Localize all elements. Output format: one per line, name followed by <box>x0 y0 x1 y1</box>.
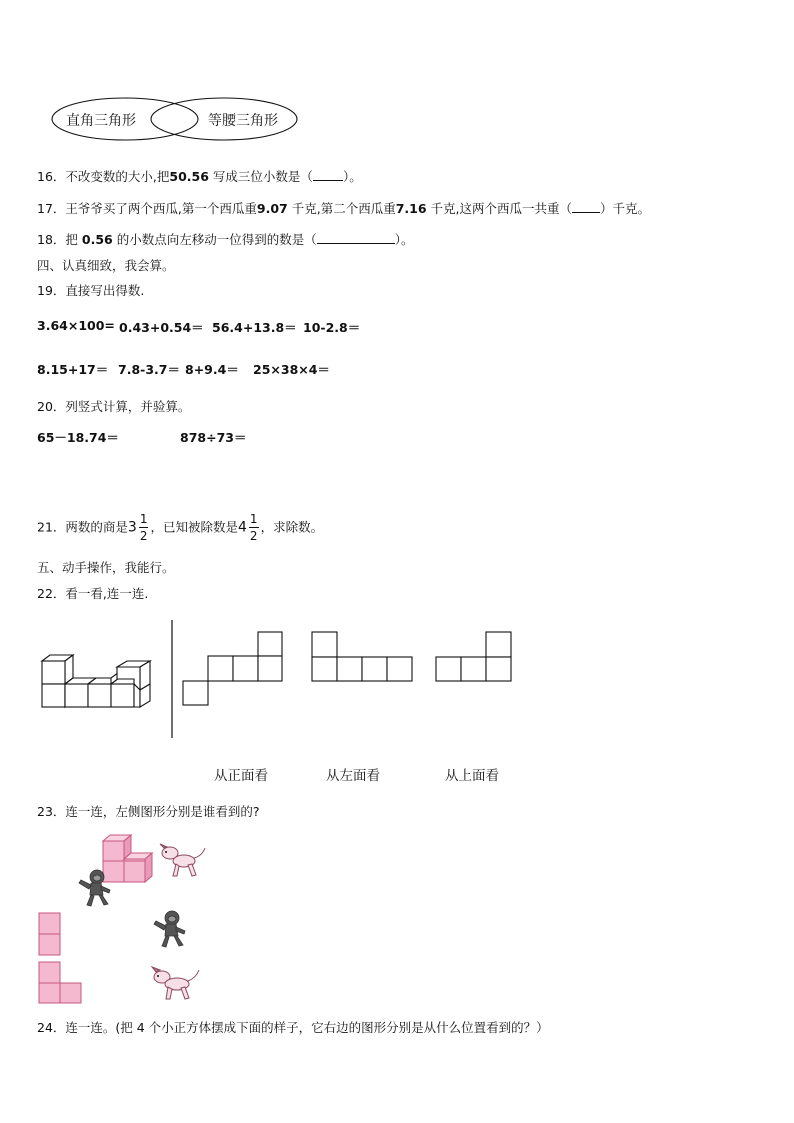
pink-view-l-shape <box>38 961 84 1005</box>
question-20: 20．列竖式计算，并验算。 <box>37 399 191 414</box>
question-22: 22．看一看,连一连. <box>37 586 149 601</box>
question-18: 18．把 0.56 的小数点向左移动一位得到的数是（ ）。 <box>37 232 414 247</box>
fraction: $\frac{1}{2}$ <box>249 512 258 543</box>
cube-arrangement-3d <box>40 655 155 711</box>
calc-item: 0.43+0.54＝ <box>119 320 204 335</box>
calc-item: 65－18.74＝ <box>37 430 119 445</box>
question-16: 16．不改变数的大小,把50.56 写成三位小数是（ ）。 <box>37 169 362 184</box>
section-5-heading: 五、动手操作，我能行。 <box>37 560 175 575</box>
calc-item: 56.4+13.8＝ <box>212 320 297 335</box>
monkey-icon <box>151 909 189 949</box>
divider-line <box>170 620 174 740</box>
answer-blank-17[interactable] <box>572 200 600 213</box>
answer-blank-16[interactable] <box>313 168 343 181</box>
view-label-front: 从正面看 <box>214 768 268 784</box>
calc-item: 25×38×4＝ <box>253 362 330 377</box>
question-24: 24．连一连。(把 4 个小正方体摆成下面的样子，它右边的图形分别是从什么位置看到的？） <box>37 1020 549 1035</box>
view-grid-3 <box>435 631 514 683</box>
question-17: 17．王爷爷买了两个西瓜,第一个西瓜重9.07 千克,第二个西瓜重7.16 千克,这两个西瓜一共重（ ）千克。 <box>37 201 651 216</box>
monkey-icon <box>76 868 114 908</box>
fraction: $\frac{1}{2}$ <box>139 512 148 543</box>
question-19: 19．直接写出得数. <box>37 283 145 298</box>
question-23: 23．连一连，左侧图形分别是谁看到的? <box>37 804 260 819</box>
pink-view-column <box>38 912 62 957</box>
calc-item: 3.64×100= <box>37 318 115 333</box>
section-4-heading: 四、认真细致，我会算。 <box>37 258 175 273</box>
dog-icon <box>150 964 202 1004</box>
calc-item: 8.15+17＝ <box>37 362 109 377</box>
calc-item: 878÷73＝ <box>180 430 247 445</box>
view-label-left: 从左面看 <box>326 768 380 784</box>
question-21: 21．两数的商是3 $\frac{1}{2}$ ，已知被除数是4 $\frac{1}{2}$ ，求除数。 <box>37 512 324 543</box>
calc-item: 8+9.4＝ <box>185 362 239 377</box>
view-grid-2 <box>311 631 414 683</box>
view-grid-1 <box>182 631 284 707</box>
calc-item: 7.8-3.7＝ <box>118 362 180 377</box>
calc-item: 10-2.8＝ <box>303 320 361 335</box>
dog-icon <box>158 842 208 882</box>
view-label-top: 从上面看 <box>445 768 499 784</box>
answer-blank-18[interactable] <box>317 231 395 244</box>
venn-left-label: 直角三角形 <box>66 113 136 129</box>
venn-right-label: 等腰三角形 <box>208 113 278 129</box>
